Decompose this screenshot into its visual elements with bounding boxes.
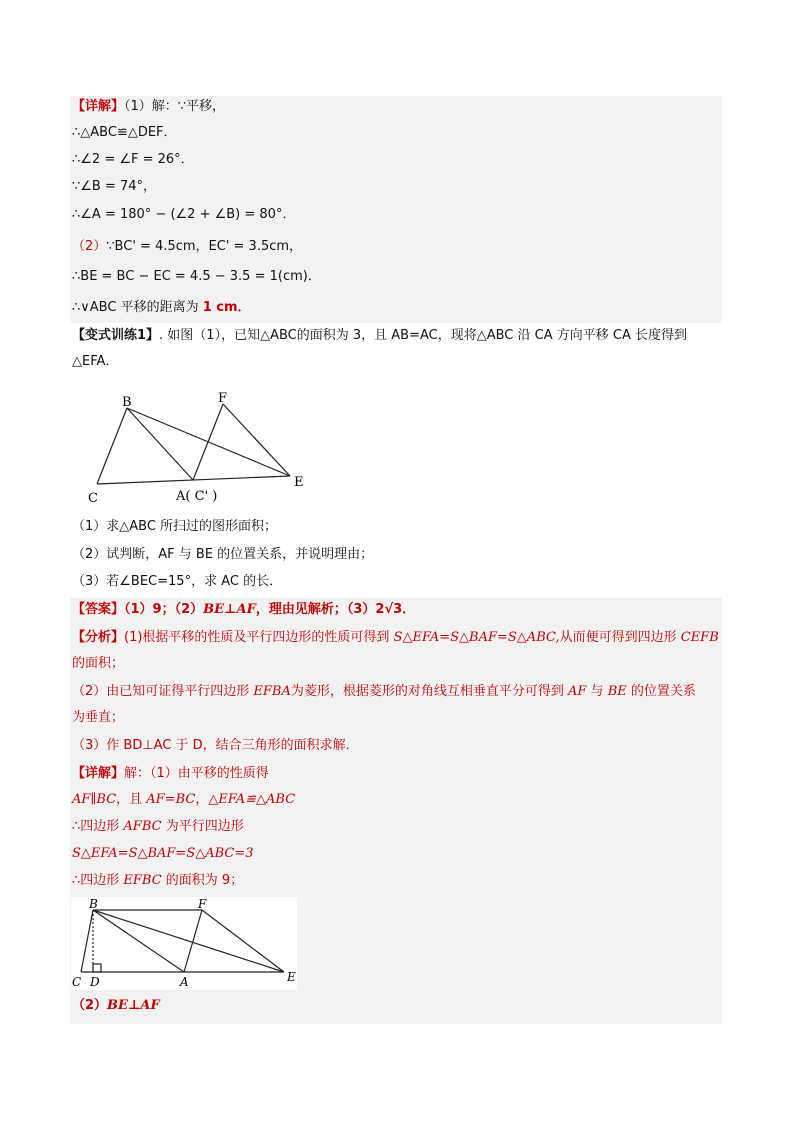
fig1-label-F: F [218,391,228,406]
analysis-l1-b: S△EFA=S△BAF=S△ABC, [393,630,560,645]
fig2-label-A: A [180,975,189,989]
exercise-tag: 【变式训练1】 [72,328,160,343]
detail1-line6 [72,238,302,256]
detail2-l2-a: AF∥BC [72,792,117,807]
question-3: （3）若∠BEC=15°，求 AC 的长． [72,574,283,589]
segment-BA [93,910,184,972]
analysis-line4: 为垂直； [72,710,125,725]
right-angle-mark [93,964,101,972]
answer-tag: 【答案】 [72,602,125,617]
detail2-line6 [72,997,160,1015]
detail1-l1-text: （1）解：∵平移， [124,99,226,114]
detail2-l2-d: ， [195,792,209,807]
segment-BA [127,408,193,480]
figure-2 [71,897,297,990]
detail1-l6-b: ∵BC' = 4.5cm，EC' = 3.5cm， [106,239,303,254]
fig2-label-F: F [198,897,207,911]
segment-BE [93,910,284,972]
answer-line [72,601,415,619]
detail2-line5 [72,872,243,890]
exercise-line1 [72,327,687,345]
segment-FE [223,404,290,476]
detail2-line4: S△EFA=S△BAF=S△ABC=3 [72,846,254,861]
detail1-line5: ∴∠A = 180° − (∠2 + ∠B) = 80°． [72,207,296,222]
fig1-label-C: C [88,491,98,506]
answer-text-d: 2√3． [375,602,416,617]
detail2-l6-a: （2） [72,998,108,1013]
exercise-text1: . 如图（1），已知△ABC的面积为 3，且 AB=AC，现将△ABC 沿 CA 方向平移 CA 长度得到 [159,328,687,343]
detail2-l5-a: ∴四边形 [72,873,124,888]
detail2-line3 [72,818,244,836]
analysis-l1-a: (1)根据平移的性质及平行四边形的性质可得到 [124,630,394,645]
detail1-line2: ∴△ABC≌△DEF． [72,125,177,140]
detail2-l6-b: BE⊥AF [107,998,160,1013]
analysis-l3-g: 的位置关系 [626,684,696,699]
fig2-label-C: C [72,975,82,989]
detail-tag: 【详解】 [72,99,125,114]
detail2-line2 [72,791,295,809]
detail1-l6-a: （2） [72,239,107,254]
detail1-line1 [72,98,225,116]
analysis-line5: （3）作 BD⊥AC 于 D，结合三角形的面积求解． [72,738,359,753]
question-2: （2）试判断，AF 与 BE 的位置关系，并说明理由； [72,547,374,562]
analysis-l3-d: AF [568,684,587,699]
analysis-line2: 的面积； [72,656,125,671]
detail2-l5-b: EFBC [123,873,162,888]
detail1-line3: ∴∠2 = ∠F = 26°． [72,152,194,167]
analysis-line1 [72,629,719,647]
analysis-l1-d: CEFB [680,630,719,645]
detail1-l8-a: ∴∨ABC 平移的距离为 [72,300,203,315]
analysis-l3-c: 为菱形，根据菱形的对角线互相垂直平分可得到 [290,684,568,699]
exercise-line2: △EFA． [72,354,119,369]
detail2-l3-c: 为平行四边形 [161,819,244,834]
detail2-l1: 解：（1）由平移的性质得 [124,766,269,781]
detail1-l8-b: 1 cm． [202,300,251,315]
detail2-line1 [72,765,269,783]
segment-BC [97,408,127,484]
fig1-label-B: B [122,395,132,410]
analysis-l3-f: BE [607,684,627,699]
detail1-line4: ∵∠B = 74°， [72,179,157,194]
fig1-label-A: A( C' ) [176,489,218,504]
analysis-l3-e: 与 [586,684,608,699]
answer-text-b: BE⊥AF [203,602,256,617]
fig2-label-D: D [90,975,100,989]
answer-text-a: （1）9；（2） [124,602,204,617]
figure-1 [80,388,320,508]
detail1-line8 [72,299,251,317]
detail2-l5-c: 的面积为 9； [161,873,244,888]
fig2-label-B: B [89,897,98,911]
detail2-tag: 【详解】 [72,766,125,781]
detail2-l3-b: AFBC [123,819,162,834]
analysis-l3-a: （2）由已知可证得平行四边形 [72,684,254,699]
detail2-l3-a: ∴四边形 [72,819,124,834]
analysis-tag: 【分析】 [72,630,125,645]
analysis-line3 [72,683,696,701]
segment-AF [193,404,223,480]
question-1: （1）求△ABC 所扫过的图形面积； [72,519,278,534]
detail2-l2-c: AF=BC [146,792,196,807]
segment-BC [81,910,93,972]
analysis-l3-b: EFBA [253,684,291,699]
detail2-l2-b: ，且 [116,792,147,807]
segment-FE [202,910,284,972]
detail1-line7: ∴BE = BC − EC = 4.5 − 3.5 = 1(cm)． [72,269,321,284]
detail2-l2-e: △EFA≌△ABC [208,792,296,807]
fig1-label-E: E [294,475,304,490]
fig2-label-E: E [287,970,296,984]
answer-text-c: ，理由见解析；（3） [255,602,376,617]
analysis-l1-c: 从而便可得到四边形 [559,630,681,645]
